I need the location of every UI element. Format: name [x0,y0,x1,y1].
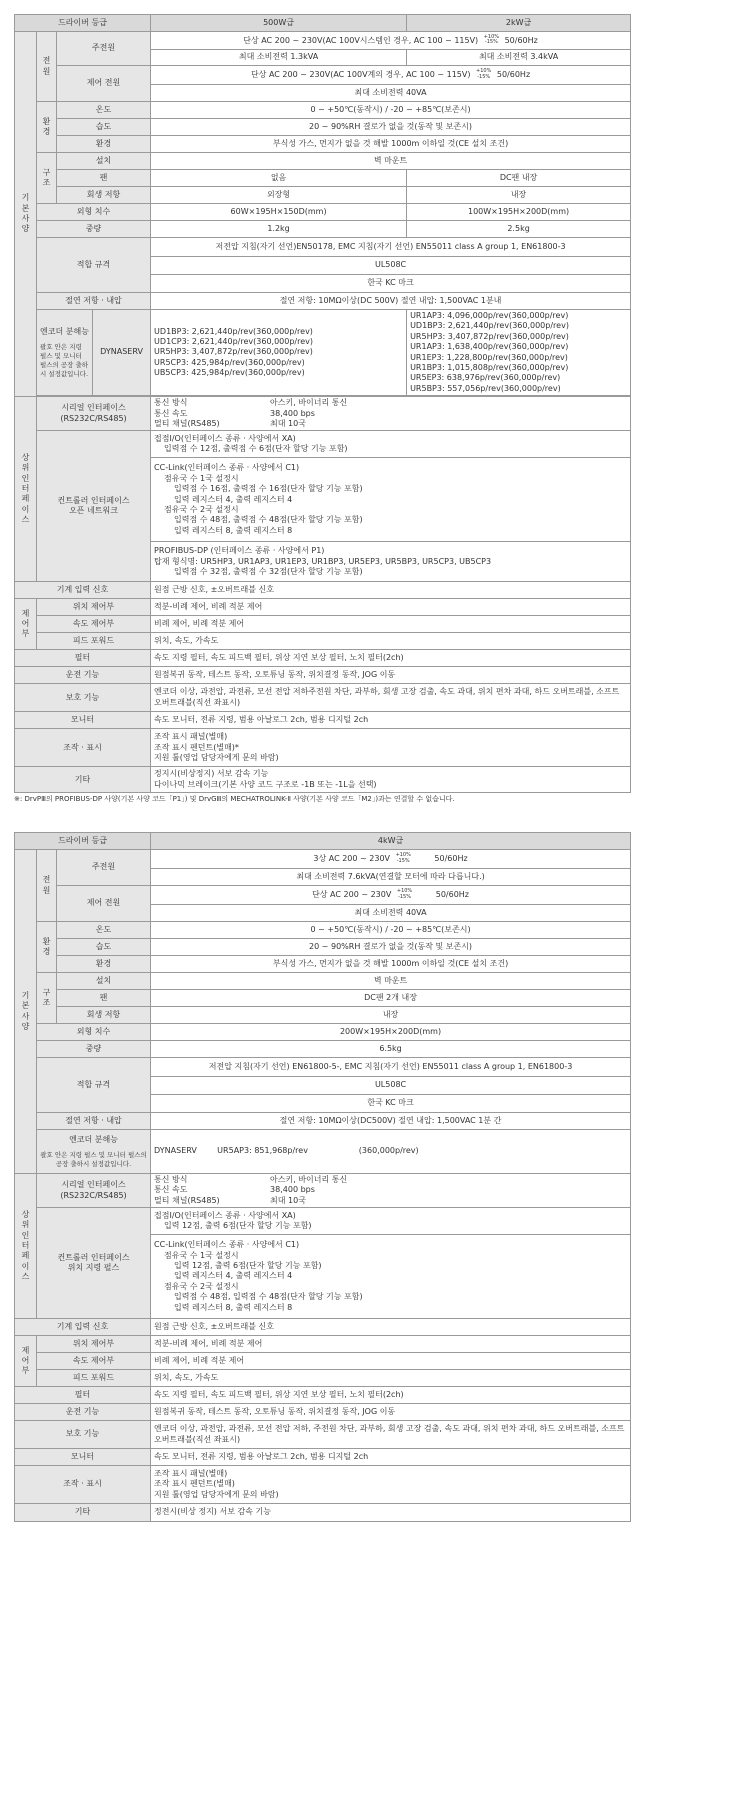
encoder-2kw: UR1AP3: 4,096,000p/rev(360,000p/rev) UD1BP3: 2,621,440p/rev(360,000p/rev) UR5HP3: 3,407,872p/rev(360,000p/rev) UR1AP3: 1,638,400p/rev(360,000p/rev) UR1EP3: 1,228,800p/rev(360,000p/rev) UR1BP3: 1,015,808p/rev(360,000p/rev) UR5EP3: 638,976p/rev(360,000p/rev) UR5BP3: 557,056p/rev(360,000p/rev) [407,310,631,396]
feedforward-label: 피드 포워드 [37,1370,151,1387]
section-control: 제어부 [15,599,37,650]
temp-label: 온도 [57,102,151,119]
serial-value: 통신 방식 아스키, 바이너리 통신 통신 속도 38,400 bps 멀티 채널(RS485) 최대 10국 [151,397,631,431]
mech-input-label: 기계 입력 신호 [15,1319,151,1336]
dim-500w: 60W×195H×150D(mm) [151,204,407,221]
protection-label: 보호 기능 [15,1421,151,1449]
standard-2: UL508C [151,1077,631,1095]
standard-3: 한국 KC 마크 [151,275,631,293]
monitor-label: 모니터 [15,712,151,729]
group-env: 환경 [37,922,57,973]
header-row [15,833,631,850]
grade-label: 드라이버 등급 [15,15,151,32]
filter-label: 필터 [15,1387,151,1404]
filter-value: 속도 지령 필터, 속도 피드백 필터, 위상 지연 보상 필터, 노치 필터(2ch) [151,650,631,667]
pos-ctrl-value: 적분-비례 제어, 비례 적분 제어 [151,1336,631,1353]
environment-label: 환경 [57,136,151,153]
encoder-label: 엔코더 분해능 괄호 안은 지령 펄스 및 모니터 펄스의 공장 출하시 설정값입니다. [37,1130,151,1174]
contact-io: 접점I/O(인터페이스 종류 · 사양에서 XA) 입력점 수 12점, 출력점 수 6점(단자 할당 기능 포함) [151,431,631,458]
max-power-2kw: 최대 소비전력 3.4kVA [407,50,631,66]
dim-value: 200W×195H×200D(mm) [151,1024,631,1041]
pos-ctrl-label: 위치 제어부 [37,599,151,616]
standard-1: 저전압 지침(자기 선언) EN61800-5-, EMC 지침(자기 선언) EN55011 class A group 1, EN61800-3 [151,1058,631,1077]
display-value: 조작 표시 패널(별매) 조작 표시 펜던트(별매) 지원 툴(영업 담당자에게 문의 바람) [151,1466,631,1504]
display-label: 조작 · 표시 [15,729,151,767]
profibus: PROFIBUS-DP (인터페이스 종류 · 사양에서 P1) 탑재 형식명: UR5HP3, UR1AP3, UR1EP3, UR1BP3, UR5EP3, UR5BP3, UR5CP3, UB5CP3 입력점 수 32점, 출력점 수 32점(단자 할당 기능 포함) [151,542,631,582]
footnote: ※: DrvPⅢ의 PROFIBUS-DP 사양(기본 사양 코드「P1」) 및 DrvGⅢ의 MECHATROLINK-Ⅱ 사양(기본 사양 코드「M2」)과는 연결할 수 없습니다. [14,795,455,803]
serial-label: 시리얼 인터페이스 (RS232C/RS485) [37,397,151,431]
environment-label: 환경 [57,956,151,973]
tolerance: +10% -15% [483,33,500,46]
insulation-label: 절연 저항 · 내압 [37,293,151,310]
ctrl-power-value: 단상 AC 200 ~ 230V +10% -15% 50/60Hz [151,886,631,905]
environment-value: 부식성 가스, 먼지가 없을 것 해발 1000m 이하일 것(CE 설치 조건) [151,956,631,973]
ctrl-power-label: 제어 전원 [57,886,151,922]
regen-2kw: 내장 [407,187,631,204]
standard-1: 저전압 지침(자기 선언)EN50178, EMC 지침(자기 선언) EN55011 class A group 1, EN61800-3 [151,238,631,257]
feedforward-label: 피드 포워드 [37,633,151,650]
humidity-value: 20 ~ 90%RH 결로가 없을 것(동작 및 보존시) [151,939,631,956]
monitor-label: 모니터 [15,1449,151,1466]
mech-input-value: 원점 근방 신호, ±오버트래블 신호 [151,1319,631,1336]
operation-value: 원점복귀 동작, 테스트 동작, 오토튜닝 동작, 위치결정 동작, JOG 이동 [151,1404,631,1421]
humidity-label: 습도 [57,119,151,136]
operation-value: 원점복귀 동작, 테스트 동작, 오토튜닝 동작, 위치결정 동작, JOG 이동 [151,667,631,684]
weight-label: 중량 [37,221,151,238]
standard-2: UL508C [151,257,631,275]
main-power-value: 단상 AC 200 ~ 230V(AC 100V시스템인 경우, AC 100 ~ 115V) +10% -15% 50/60Hz [151,32,631,50]
group-power: 전원 [37,32,57,102]
insulation-value: 절연 저항: 10MΩ이상(DC500V) 절연 내압: 1,500VAC 1분 간 [151,1113,631,1130]
regen-value: 내장 [151,1007,631,1024]
regen-label: 회생 저항 [57,187,151,204]
regen-500w: 외장형 [151,187,407,204]
weight-500w: 1.2kg [151,221,407,238]
etc-label: 기타 [15,767,151,793]
etc-value: 정지시(비상정지) 서보 감속 기능 다이나믹 브레이크(기본 사양 코드 구조로 -1B 또는 -1L을 선택) [151,767,631,793]
encoder-label: 엔코더 분해능 괄호 안은 지령 펄스 및 모니터 펄스의 공장 출하시 설정값입니다. [37,310,93,396]
tolerance: +10% -15% [395,852,411,864]
ctrl-power-label: 제어 전원 [57,66,151,102]
spd-ctrl-label: 속도 제어부 [37,1353,151,1370]
max-power: 최대 소비전력 7.6kVA(연결할 모터에 따라 다릅니다.) [151,869,631,886]
mech-input-label: 기계 입력 신호 [15,582,151,599]
pos-ctrl-value: 적분-비례 제어, 비례 적분 제어 [151,599,631,616]
fan-2kw: DC팬 내장 [407,170,631,187]
serial-label: 시리얼 인터페이스 (RS232C/RS485) [37,1174,151,1208]
protection-label: 보호 기능 [15,684,151,712]
insulation-label: 절연 저항 · 내압 [37,1113,151,1130]
protection-value: 엔코더 이상, 과전압, 과전류, 모선 전압 저하주전원 차단, 과부하, 회생 고장 검출, 속도 과대, 위치 편차 과대, 하드 오버트래블, 소프트 오버트래블(직선 좌표시) [151,684,631,712]
fan-500w: 없음 [151,170,407,187]
dynaserv-label: DYNASERV [93,310,151,396]
fan-label: 팬 [57,170,151,187]
temp-label: 온도 [57,922,151,939]
encoder-value: DYNASERV UR5AP3: 851,968p/rev (360,000p/rev) [151,1130,631,1174]
standard-3: 한국 KC 마크 [151,1095,631,1113]
spd-ctrl-label: 속도 제어부 [37,616,151,633]
etc-value: 정전시(비상 정지) 서보 감속 기능 [151,1504,631,1522]
controller-if-label: 컨트롤러 인터페이스 오픈 네트워크 [37,431,151,582]
insulation-value: 절연 저항: 10MΩ이상(DC 500V) 절연 내압: 1,500VAC 1분내 [151,293,631,310]
dim-2kw: 100W×195H×200D(mm) [407,204,631,221]
standards-label: 적합 규격 [37,1058,151,1113]
operation-label: 운전 기능 [15,667,151,684]
spec-table-4kw [14,832,631,1522]
col-4kw: 4kW급 [151,833,631,850]
tolerance: +10% -15% [396,888,413,900]
install-value: 벽 마운트 [151,153,631,170]
standards-label: 적합 규격 [37,238,151,293]
col-2kw: 2kW급 [407,15,631,32]
main-power-label: 주전원 [57,32,151,66]
filter-label: 필터 [15,650,151,667]
ctrl-power-value: 단상 AC 200 ~ 230V(AC 100V계의 경우, AC 100 ~ 115V) +10% -15% 50/60Hz [151,66,631,85]
display-label: 조작 · 표시 [15,1466,151,1504]
monitor-value: 속도 모니터, 전류 지령, 범용 아날로그 2ch, 범용 디지털 2ch [151,712,631,729]
temp-value: 0 ~ +50℃(동작시) / -20 ~ +85℃(보존시) [151,922,631,939]
feedforward-value: 위치, 속도, 가속도 [151,1370,631,1387]
ctrl-power-max: 최대 소비전력 40VA [151,905,631,922]
cc-link: CC-Link(인터페이스 종류 · 사양에서 C1) 점유국 수 1국 설정시 입력 12점, 출력 6점(단자 할당 기능 포함) 입력 레지스터 4, 출력 레지스터 4 점유국 수 2국 설정시 입력점 수 48점, 입력점 수 48점(단자 할당 기능 포함) 입력 레지스터 8, 출력 레지스터 8 [151,1235,631,1319]
group-power: 전원 [37,850,57,922]
dim-label: 외형 치수 [37,204,151,221]
temp-value: 0 ~ +50℃(동작시) / -20 ~ +85℃(보존시) [151,102,631,119]
pos-ctrl-label: 위치 제어부 [37,1336,151,1353]
etc-label: 기타 [15,1504,151,1522]
feedforward-value: 위치, 속도, 가속도 [151,633,631,650]
environment-value: 부식성 가스, 먼지가 없을 것 해발 1000m 이하일 것(CE 설치 조건) [151,136,631,153]
weight-value: 6.5kg [151,1041,631,1058]
install-label: 설치 [57,973,151,990]
fan-value: DC팬 2개 내장 [151,990,631,1007]
max-power-500w: 최대 소비전력 1.3kVA [151,50,407,66]
section-upper-interface: 상위인터페이스 [15,397,37,582]
group-structure: 구조 [37,973,57,1024]
grade-label: 드라이버 등급 [15,833,151,850]
section-control: 제어부 [15,1336,37,1387]
serial-value: 통신 방식 아스키, 바이너리 통신 통신 속도 38,400 bps 멀티 채널(RS485) 최대 10국 [151,1174,631,1208]
fan-label: 팬 [57,990,151,1007]
humidity-value: 20 ~ 90%RH 결로가 없을 것(동작 및 보존시) [151,119,631,136]
header-row [15,15,631,32]
dim-label: 외형 치수 [37,1024,151,1041]
section-basic: 기본사양 [15,850,37,1174]
filter-value: 속도 지령 필터, 속도 피드백 필터, 위상 지연 보상 필터, 노치 필터(2ch) [151,1387,631,1404]
ctrl-power-max: 최대 소비전력 40VA [151,85,631,102]
install-label: 설치 [57,153,151,170]
contact-io: 접점I/O(인터페이스 종류 · 사양에서 XA) 입력 12점, 출력 6점(단자 할당 기능 포함) [151,1208,631,1235]
tolerance: +10% -15% [476,68,492,80]
encoder-500w: UD1BP3: 2,621,440p/rev(360,000p/rev) UD1CP3: 2,621,440p/rev(360,000p/rev) UR5HP3: 3,407,872p/rev(360,000p/rev) UR5CP3: 425,984p/rev(360,000p/rev) UB5CP3: 425,984p/rev(360,000p/rev) [151,310,407,396]
group-env: 환경 [37,102,57,153]
controller-if-label: 컨트롤러 인터페이스 위치 지령 펄스 [37,1208,151,1319]
section-basic: 기본사양 [15,32,37,397]
protection-value: 엔코더 이상, 과전압, 과전류, 모선 전압 저하, 주전원 차단, 과부하, 회생 고장 검출, 속도 과대, 위치 편차 과대, 하드 오버트래블, 소프트 오버트래블(직선 좌표시) [151,1421,631,1449]
spd-ctrl-value: 비례 제어, 비례 적분 제어 [151,1353,631,1370]
regen-label: 회생 저항 [57,1007,151,1024]
display-value: 조작 표시 패널(별매) 조작 표시 펜던트(별매)* 지원 툴(영업 담당자에게 문의 바람) [151,729,631,767]
monitor-value: 속도 모니터, 전류 지령, 범용 아날로그 2ch, 범용 디지털 2ch [151,1449,631,1466]
group-structure: 구조 [37,153,57,204]
main-power-value: 3상 AC 200 ~ 230V +10% -15% 50/60Hz [151,850,631,869]
humidity-label: 습도 [57,939,151,956]
cc-link: CC-Link(인터페이스 종류 · 사양에서 C1) 점유국 수 1국 설정시 입력점 수 16점, 출력점 수 16점(단자 할당 기능 포함) 입력 레지스터 4, 출력 레지스터 4 점유국 수 2국 설정시 입력점 수 48점, 출력점 수 48점(단자 할당 기능 포함) 입력 레지스터 8, 출력 레지스터 8 [151,458,631,542]
main-power-label: 주전원 [57,850,151,886]
install-value: 벽 마운트 [151,973,631,990]
operation-label: 운전 기능 [15,1404,151,1421]
weight-2kw: 2.5kg [407,221,631,238]
section-upper-interface: 상위인터페이스 [15,1174,37,1319]
weight-label: 중량 [37,1041,151,1058]
spd-ctrl-value: 비례 제어, 비례 적분 제어 [151,616,631,633]
col-500w: 500W급 [151,15,407,32]
mech-input-value: 원점 근방 신호, ±오버트래블 신호 [151,582,631,599]
spec-table-500w-2kw [14,14,631,793]
